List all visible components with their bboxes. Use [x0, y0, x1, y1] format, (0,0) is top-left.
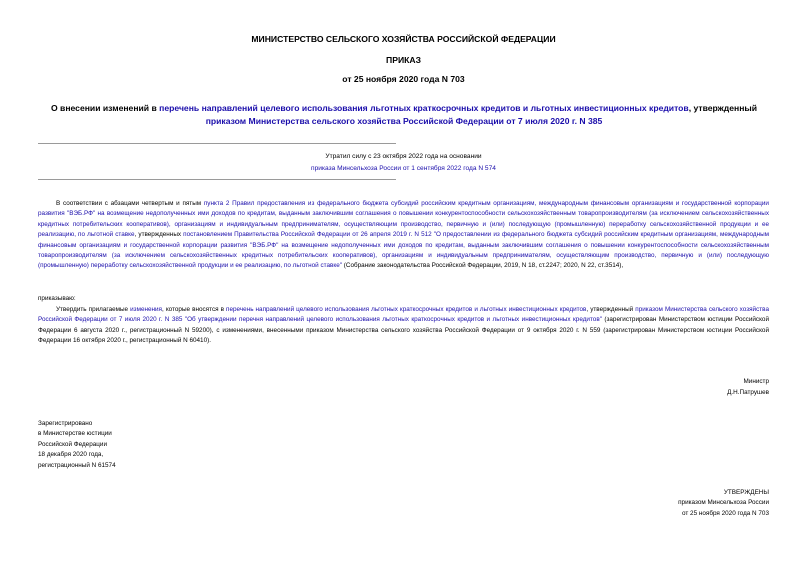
registration-line-4: 18 декабря 2020 года,: [38, 451, 104, 459]
divider-top: [38, 143, 396, 144]
order-text-3: , утвержденный: [586, 306, 636, 313]
signature-role: Министр: [743, 378, 769, 385]
punkt-2-link[interactable]: пункта 2: [203, 200, 230, 207]
registration-line-2: в Министерстве юстиции: [38, 430, 112, 438]
list-link[interactable]: перечень направлений целевого использования льготных краткосрочных кредитов и льготных инвестиционных кредитов: [226, 306, 587, 313]
order-text-1: Утвердить прилагаемые: [56, 306, 131, 313]
status-note-line1: Утратил силу с 23 октября 2022 года на основании: [325, 153, 482, 160]
title-text-1: О внесении изменений в: [50, 103, 160, 113]
preamble-text-3: , утвержденных: [134, 231, 184, 239]
registration-line-5: регистрационный N 61574: [38, 461, 116, 469]
preamble-text-1: В соответствии с абзацами четвертым и пятым: [56, 200, 204, 207]
document-title: [34, 102, 774, 127]
approved-block: [678, 488, 769, 519]
order-word: приказываю:: [38, 295, 76, 302]
approved-line-2: приказом Минсельхоза России: [678, 499, 769, 507]
resolution-title-link[interactable]: "О предоставлении из федерального бюджета субсидий российским кредитным организациям, международным финансовым организациям и государственной корпорации развития "ВЭБ.РФ" на возмещение недополученных ими доходов по кредитам, выданным заключившим соглашения о повышении конкурентоспособности сельскохозяйственным товаропроизводителям (за исключением сельскохозяйственных кредитных потребительских кооперативов), организациям и индивидуальным предпринимателям, осуществляющим производство, первичную и (или) последующую (промышленную) переработку сельскохозяйственной продукции и ее реализацию, по льготной ставке": [38, 231, 770, 270]
document-type-heading: ПРИКАЗ: [386, 55, 421, 65]
preamble-text-4: (Собрание законодательства Российской Федерации, 2019, N 18, ст.2247; 2020, N 22, ст.3514),: [342, 262, 624, 270]
signature-name: Д.Н.Патрушев: [727, 389, 769, 396]
government-resolution-link[interactable]: постановлением Правительства Российской Федерации от 26 апреля 2019 г. N 512: [183, 231, 432, 239]
registration-block: [38, 419, 116, 471]
ministry-heading: МИНИСТЕРСТВО СЕЛЬСКОГО ХОЗЯЙСТВА РОССИЙСКОЙ ФЕДЕРАЦИИ: [251, 34, 556, 44]
order-text-4: (зарегистрирован Министерством юстиции Российской Федерации 6 августа 2020 г., регистрационный N 59200), с изменениями, внесенными приказом Министерства сельского хозяйства Российской Федерации от 9 октября 2020 г. N 559 (зарегистрирован Министерством юстиции Российской Федерации 16 октября 2020 г., регистрационный N 60410).: [38, 316, 769, 345]
divider-bottom: [38, 179, 396, 180]
approved-line-3: от 25 ноября 2020 года N 703: [682, 509, 769, 517]
order-text-2: , которые вносятся в: [162, 306, 227, 313]
title-link-list[interactable]: перечень направлений целевого использования льготных краткосрочных кредитов и льготных инвестиционных кредитов: [159, 103, 689, 113]
document-date-number: от 25 ноября 2020 года N 703: [342, 74, 465, 84]
title-text-2: , утвержденный: [688, 103, 758, 113]
status-note-line2: [0, 163, 807, 175]
preamble-paragraph: [38, 199, 769, 272]
rules-link[interactable]: Правил предоставления из федерального бюджета субсидий российским кредитным организациям, международным финансовым организациям и государственной корпорации развития "ВЭБ.РФ" на возмещение недополученных ими доходов по кредитам, выданным заключившим соглашения о повышении конкурентоспособности сельскохозяйственным товаропроизводителям (за исключением сельскохозяйственных кредитных потребительских кооперативов), организациям и индивидуальным предпринимателям, осуществляющим производство, первичную и (или) последующую (промышленную) переработку сельскохозяйственной продукции и ее реализацию, по льготной ставке: [38, 200, 769, 239]
title-link-order[interactable]: приказом Министерства сельского хозяйства Российской Федерации от 7 июля 2020 г. N 385: [205, 115, 603, 126]
registration-line-1: Зарегистрировано: [38, 420, 93, 427]
approved-line-1: УТВЕРЖДЕНЫ: [723, 489, 769, 496]
order-paragraph: [38, 305, 769, 347]
repeal-order-link[interactable]: приказа Минсельхоза России от 1 сентября 2022 года N 574: [311, 165, 496, 172]
registration-line-3: Российской Федерации: [38, 440, 107, 448]
changes-link[interactable]: изменения: [130, 306, 162, 313]
order-385-link[interactable]: приказом Министерства сельского хозяйства Российской Федерации от 7 июля 2020 г. N 385 "Об утверждении перечня направлений целевого использования льготных краткосрочных кредитов и льготных инвестиционных кредитов": [38, 306, 770, 324]
